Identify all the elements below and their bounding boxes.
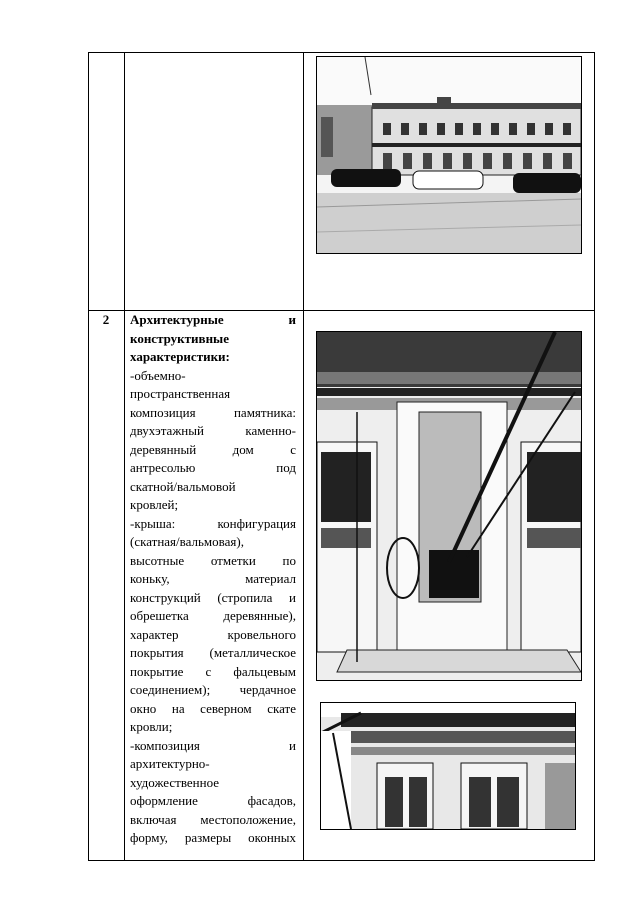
body-line: покрытие с фальцевым: [130, 663, 296, 679]
heading-line: характеристики:: [130, 349, 230, 364]
body-line: (скатная/вальмовая),: [130, 534, 244, 549]
body-line: покрытия (металлическое: [130, 645, 296, 660]
table-right-border: [594, 52, 595, 861]
body-line: коньку, материал: [130, 571, 296, 586]
body-line: конструкций (стропила и: [130, 589, 296, 605]
body-line: кровли;: [130, 719, 173, 734]
body-line: включая местоположение,: [130, 811, 296, 827]
body-line: -композиция и: [130, 737, 296, 753]
body-line: высотные отметки по: [130, 552, 296, 568]
facade-photo-icon: [317, 332, 581, 680]
body-line: художественное: [130, 774, 220, 790]
body-line: скатной/вальмовой: [130, 478, 236, 494]
body-line: оформление фасадов,: [130, 793, 296, 808]
body-line: двухэтажный каменно-: [130, 423, 296, 438]
body-lines: [130, 367, 296, 848]
column-divider-1: [124, 52, 125, 861]
table-bottom-border: [88, 860, 595, 861]
table-top-border: [88, 52, 595, 53]
building-photo-icon: [317, 57, 581, 253]
body-line: архитектурно-: [130, 756, 210, 771]
heading-line: конструктивные: [130, 330, 229, 346]
row-number: 2: [102, 312, 110, 327]
body-line: форму, размеры оконных: [130, 830, 296, 845]
body-line: пространственная: [130, 386, 231, 401]
body-line: композиция памятника:: [130, 404, 296, 420]
body-line: обрешетка деревянные),: [130, 608, 296, 623]
characteristics-text: [130, 311, 296, 848]
body-line: окно на северном скате: [130, 700, 296, 716]
heading-line: Архитектурные и: [130, 312, 296, 327]
body-line: антресолью под: [130, 460, 296, 475]
body-line: соединением); чердачное: [130, 682, 296, 697]
body-line: характер кровельного: [130, 626, 296, 642]
body-line: -крыша: конфигурация: [130, 515, 296, 531]
table-left-border: [88, 52, 89, 861]
window-detail-photo: [320, 702, 576, 830]
street-view-photo: [316, 56, 582, 254]
column-divider-2: [303, 52, 304, 861]
window-photo-icon: [321, 703, 575, 829]
facade-detail-photo: [316, 331, 582, 681]
body-line: кровлей;: [130, 497, 179, 512]
body-line: деревянный дом с: [130, 441, 296, 457]
body-line: -объемно-: [130, 367, 186, 383]
